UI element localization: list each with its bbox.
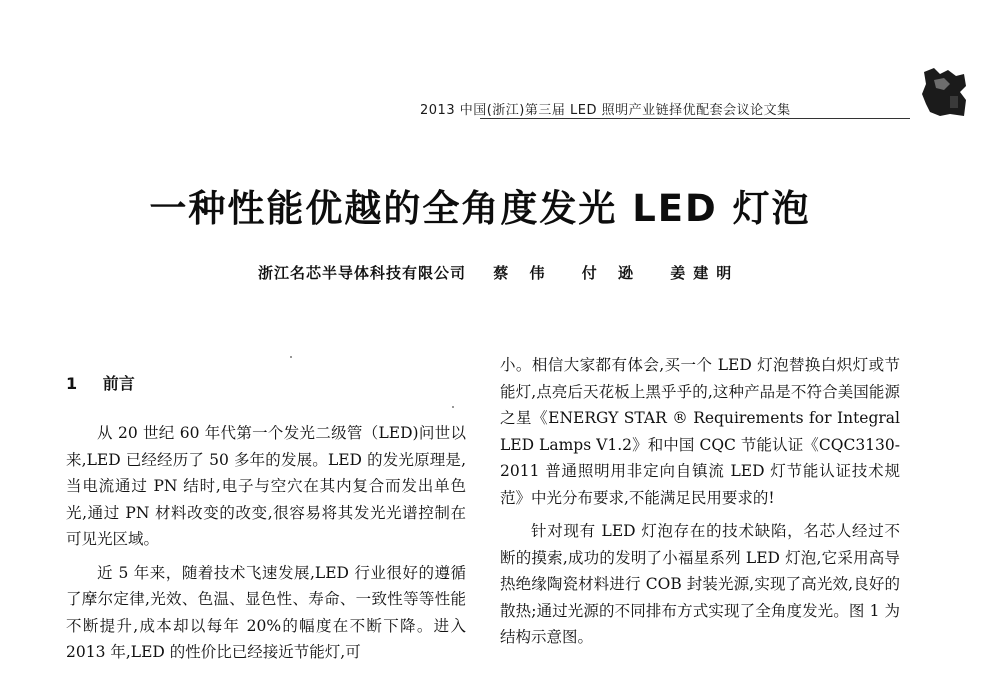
scan-speck — [290, 356, 292, 358]
left-column — [66, 420, 466, 666]
author-name: 姜建明 — [670, 264, 740, 282]
author-line — [258, 262, 818, 283]
body-paragraph: 针对现有 LED 灯泡存在的技术缺陷，名芯人经过不断的摸索,成功的发明了小福星系列 LED 灯泡,它采用高导热绝缘陶瓷材料进行 COB 封装光源,实现了高光效,良好的散热;通过光源的不同排布方式实现了全角度发光。图 1 为结构示意图。 — [500, 522, 900, 646]
author-name: 付 逊 — [581, 264, 641, 282]
corner-scan-mark-icon — [920, 66, 968, 118]
section-number: 1 — [66, 374, 78, 393]
running-header: 2013 中国(浙江)第三届 LED 照明产业链择优配套会议论文集 — [420, 103, 791, 118]
page-title: 一种性能优越的全角度发光 LED 灯泡 — [149, 187, 811, 230]
right-column — [500, 352, 900, 651]
body-paragraph: 近 5 年来，随着技术飞速发展,LED 行业很好的遵循了摩尔定律,光效、色温、显色性、寿命、一致性等等性能不断提升,成本却以每年 20%的幅度在不断下降。进入 2013 年,LED 的性价比已经接近节能灯,可 — [66, 563, 466, 661]
scan-speck — [452, 406, 454, 408]
body-paragraph: 从 20 世纪 60 年代第一个发光二级管（LED)问世以来,LED 已经经历了 50 多年的发展。LED 的发光原理是,当电流通过 PN 结时,电子与空穴在其内复合而发出单色光,通过 PN 材料改变的改变,很容易将其发光光谱控制在可见光区域。 — [66, 424, 466, 548]
author-affiliation: 浙江名芯半导体科技有限公司 — [258, 264, 467, 282]
section-title: 前言 — [102, 374, 135, 393]
body-paragraph: 小。相信大家都有体会,买一个 LED 灯泡替换白炽灯或节能灯,点亮后天花板上黑乎乎的,这种产品是不符合美国能源之星《ENERGY STAR ® Requirements for Integral LED Lamps V1.2》和中国 CQC 节能认证《CQC3130-2011 普通照明用非定向自镇流 LED 灯节能认证技术规范》中光分布要求,不能满足民用要求的! — [500, 356, 900, 507]
author-name: 蔡 伟 — [493, 264, 553, 282]
header-divider — [480, 118, 910, 119]
section-heading — [66, 371, 135, 394]
